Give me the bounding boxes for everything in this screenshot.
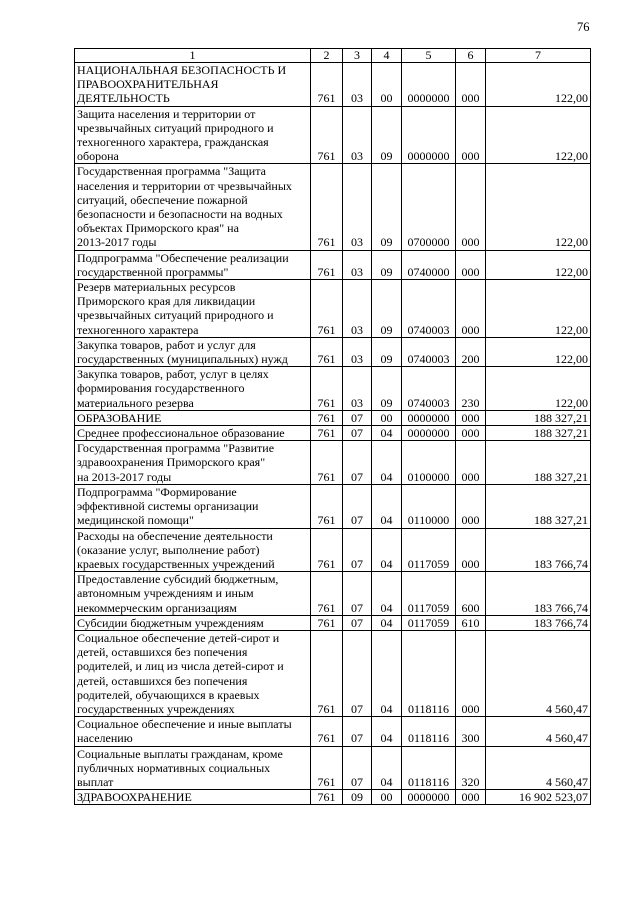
row-amount: 4 560,47: [486, 717, 591, 746]
header-col-2: 2: [311, 49, 343, 63]
row-amount: 183 766,74: [486, 572, 591, 616]
row-code-ministry: 761: [311, 280, 343, 338]
row-code-section: 03: [343, 337, 372, 366]
table-row: [75, 528, 591, 572]
row-code-target: 0740003: [402, 280, 456, 338]
row-amount: 188 327,21: [486, 484, 591, 528]
row-amount: 122,00: [486, 164, 591, 250]
row-code-ministry: 761: [311, 528, 343, 572]
row-name: Защита населения и территории от чрезвычайных ситуаций природного и техногенного характера, гражданская оборона: [75, 106, 311, 164]
row-name: Резерв материальных ресурсов Приморского края для ликвидации чрезвычайных ситуаций природного и техногенного характера: [75, 280, 311, 338]
table-row: [75, 410, 591, 425]
row-code-expense-type: 230: [456, 367, 486, 411]
row-name: Подпрограмма "Обеспечение реализации государственной программы": [75, 250, 311, 279]
row-code-expense-type: 000: [456, 790, 486, 805]
row-code-ministry: 761: [311, 164, 343, 250]
row-name: ЗДРАВООХРАНЕНИЕ: [75, 790, 311, 805]
row-amount: 122,00: [486, 367, 591, 411]
table-row: [75, 572, 591, 616]
row-amount: 188 327,21: [486, 426, 591, 441]
row-code-subsection: 09: [372, 367, 402, 411]
table-row: [75, 426, 591, 441]
row-code-target: 0740003: [402, 367, 456, 411]
row-code-ministry: 761: [311, 250, 343, 279]
row-code-ministry: 761: [311, 615, 343, 630]
row-name: Предоставление субсидий бюджетным, автономным учреждениям и иным некоммерческим организациям: [75, 572, 311, 616]
row-name: Закупка товаров, работ и услуг для государственных (муниципальных) нужд: [75, 337, 311, 366]
row-code-section: 07: [343, 572, 372, 616]
row-code-expense-type: 000: [456, 528, 486, 572]
row-code-target: 0000000: [402, 63, 456, 107]
table-row: [75, 441, 591, 485]
table-row: [75, 717, 591, 746]
row-code-subsection: 09: [372, 250, 402, 279]
row-code-target: 0000000: [402, 410, 456, 425]
row-code-section: 03: [343, 164, 372, 250]
row-code-subsection: 04: [372, 572, 402, 616]
row-code-section: 03: [343, 367, 372, 411]
row-name: Государственная программа "Развитие здравоохранения Приморского края" на 2013-2017 годы: [75, 441, 311, 485]
row-name: Среднее профессиональное образование: [75, 426, 311, 441]
row-amount: 183 766,74: [486, 528, 591, 572]
row-code-target: 0118116: [402, 630, 456, 716]
header-col-7: 7: [486, 49, 591, 63]
row-code-ministry: 761: [311, 717, 343, 746]
row-code-target: 0740003: [402, 337, 456, 366]
row-code-section: 07: [343, 615, 372, 630]
row-code-section: 03: [343, 250, 372, 279]
row-name: Субсидии бюджетным учреждениям: [75, 615, 311, 630]
row-code-section: 09: [343, 790, 372, 805]
row-code-ministry: 761: [311, 337, 343, 366]
row-code-subsection: 09: [372, 337, 402, 366]
row-name: Закупка товаров, работ, услуг в целях формирования государственного материального резерва: [75, 367, 311, 411]
row-code-section: 07: [343, 717, 372, 746]
row-code-section: 03: [343, 106, 372, 164]
row-code-target: 0000000: [402, 106, 456, 164]
row-code-target: 0117059: [402, 615, 456, 630]
row-code-expense-type: 320: [456, 746, 486, 790]
row-amount: 122,00: [486, 280, 591, 338]
row-code-ministry: 761: [311, 426, 343, 441]
header-col-1: 1: [75, 49, 311, 63]
table-row: [75, 250, 591, 279]
row-code-ministry: 761: [311, 484, 343, 528]
row-code-section: 03: [343, 63, 372, 107]
row-code-subsection: 04: [372, 630, 402, 716]
table-row: [75, 615, 591, 630]
row-code-subsection: 00: [372, 410, 402, 425]
row-amount: 4 560,47: [486, 746, 591, 790]
row-code-ministry: 761: [311, 630, 343, 716]
row-code-subsection: 00: [372, 63, 402, 107]
row-amount: 4 560,47: [486, 630, 591, 716]
row-code-subsection: 04: [372, 426, 402, 441]
row-code-subsection: 04: [372, 528, 402, 572]
table-row: [75, 337, 591, 366]
row-code-ministry: 761: [311, 367, 343, 411]
row-code-target: 0000000: [402, 426, 456, 441]
row-code-ministry: 761: [311, 106, 343, 164]
row-amount: 183 766,74: [486, 615, 591, 630]
row-code-expense-type: 000: [456, 410, 486, 425]
row-name: Социальное обеспечение детей-сирот и детей, оставшихся без попечения родителей, и лиц из числа детей-сирот и детей, оставшихся без попечения родителей, обучающихся в краевых государственных учреждениях: [75, 630, 311, 716]
row-code-subsection: 04: [372, 484, 402, 528]
row-amount: 16 902 523,07: [486, 790, 591, 805]
table-row: [75, 280, 591, 338]
row-code-section: 07: [343, 426, 372, 441]
row-code-ministry: 761: [311, 441, 343, 485]
header-col-6: 6: [456, 49, 486, 63]
header-row: [75, 49, 591, 63]
row-code-subsection: 09: [372, 106, 402, 164]
row-code-ministry: 761: [311, 790, 343, 805]
row-code-expense-type: 000: [456, 164, 486, 250]
row-name: Социальные выплаты гражданам, кроме публичных нормативных социальных выплат: [75, 746, 311, 790]
row-name: ОБРАЗОВАНИЕ: [75, 410, 311, 425]
row-code-expense-type: 000: [456, 250, 486, 279]
row-code-expense-type: 200: [456, 337, 486, 366]
row-code-subsection: 04: [372, 746, 402, 790]
row-amount: 122,00: [486, 250, 591, 279]
row-code-ministry: 761: [311, 410, 343, 425]
row-code-expense-type: 000: [456, 106, 486, 164]
row-code-target: 0118116: [402, 746, 456, 790]
row-code-target: 0118116: [402, 717, 456, 746]
row-code-target: 0740000: [402, 250, 456, 279]
table-row: [75, 790, 591, 805]
row-code-expense-type: 300: [456, 717, 486, 746]
row-code-section: 07: [343, 630, 372, 716]
row-code-section: 07: [343, 746, 372, 790]
row-code-expense-type: 610: [456, 615, 486, 630]
budget-table: [74, 48, 591, 805]
row-amount: 122,00: [486, 106, 591, 164]
row-amount: 122,00: [486, 337, 591, 366]
row-code-section: 07: [343, 528, 372, 572]
row-code-subsection: 00: [372, 790, 402, 805]
row-code-expense-type: 000: [456, 426, 486, 441]
header-col-5: 5: [402, 49, 456, 63]
row-code-target: 0110000: [402, 484, 456, 528]
row-code-section: 07: [343, 410, 372, 425]
row-code-subsection: 09: [372, 280, 402, 338]
row-name: Подпрограмма "Формирование эффективной системы организации медицинской помощи": [75, 484, 311, 528]
row-amount: 122,00: [486, 63, 591, 107]
row-code-target: 0117059: [402, 572, 456, 616]
row-code-expense-type: 000: [456, 484, 486, 528]
row-code-expense-type: 000: [456, 63, 486, 107]
table-row: [75, 164, 591, 250]
row-amount: 188 327,21: [486, 410, 591, 425]
row-code-section: 03: [343, 280, 372, 338]
row-code-ministry: 761: [311, 746, 343, 790]
row-code-subsection: 04: [372, 615, 402, 630]
table-row: [75, 367, 591, 411]
row-code-ministry: 761: [311, 572, 343, 616]
row-code-ministry: 761: [311, 63, 343, 107]
row-code-target: 0700000: [402, 164, 456, 250]
row-code-target: 0100000: [402, 441, 456, 485]
header-col-4: 4: [372, 49, 402, 63]
row-code-expense-type: 000: [456, 630, 486, 716]
row-code-subsection: 04: [372, 441, 402, 485]
table-row: [75, 63, 591, 107]
page-number: 76: [577, 20, 590, 34]
row-name: НАЦИОНАЛЬНАЯ БЕЗОПАСНОСТЬ И ПРАВООХРАНИТЕЛЬНАЯ ДЕЯТЕЛЬНОСТЬ: [75, 63, 311, 107]
table-row: [75, 746, 591, 790]
table-row: [75, 630, 591, 716]
row-amount: 188 327,21: [486, 441, 591, 485]
row-code-expense-type: 000: [456, 441, 486, 485]
row-code-target: 0000000: [402, 790, 456, 805]
row-code-expense-type: 000: [456, 280, 486, 338]
row-code-section: 07: [343, 441, 372, 485]
row-code-target: 0117059: [402, 528, 456, 572]
row-code-subsection: 09: [372, 164, 402, 250]
row-code-subsection: 04: [372, 717, 402, 746]
table-row: [75, 106, 591, 164]
row-name: Государственная программа "Защита населения и территории от чрезвычайных ситуаций, обеспечение пожарной безопасности и безопасности на водных объектах Приморского края" на 2013-2017 годы: [75, 164, 311, 250]
table-row: [75, 484, 591, 528]
row-name: Расходы на обеспечение деятельности (оказание услуг, выполнение работ) краевых государственных учреждений: [75, 528, 311, 572]
header-col-3: 3: [343, 49, 372, 63]
row-code-section: 07: [343, 484, 372, 528]
row-code-expense-type: 600: [456, 572, 486, 616]
row-name: Социальное обеспечение и иные выплаты населению: [75, 717, 311, 746]
